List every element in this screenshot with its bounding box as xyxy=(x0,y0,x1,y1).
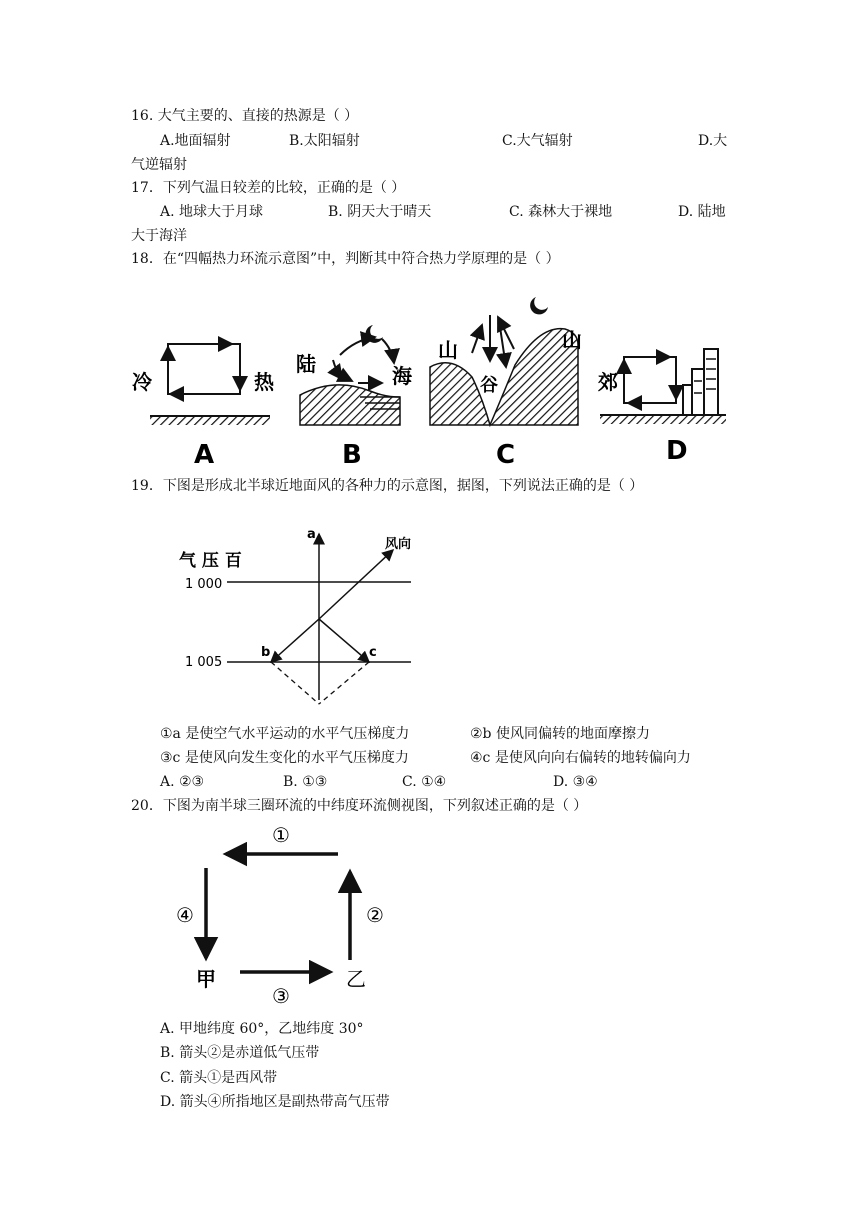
q20-option-b: B. 箭头②是赤道低气压带 xyxy=(160,1045,320,1061)
label-land: 陆 xyxy=(296,352,316,376)
q16-option-d-cont: 气逆辐射 xyxy=(131,157,187,173)
panel-b xyxy=(296,325,413,470)
q19-option-a: A. ②③ xyxy=(160,774,205,790)
force-label-b: b xyxy=(261,645,271,660)
q17-option-d: D. 陆地 xyxy=(678,204,726,220)
isobar-1000-label: 1 000 xyxy=(185,577,223,592)
q19-option-d: D. ③④ xyxy=(553,774,598,790)
q19-option-b: B. ①③ xyxy=(283,774,328,790)
q16-option-b: B.太阳辐射 xyxy=(289,133,360,149)
arrow-label-3: ③ xyxy=(272,984,290,1008)
q17-stem: 17．下列气温日较差的比较，正确的是（ ） xyxy=(131,180,406,196)
label-mountain-left: 山 xyxy=(438,338,458,362)
arrow-label-2: ② xyxy=(366,903,384,927)
q16-option-c: C.大气辐射 xyxy=(502,133,573,149)
arrow-label-1: ① xyxy=(272,823,290,847)
point-yi: 乙 xyxy=(346,967,366,991)
circulation-figure xyxy=(170,820,410,1010)
q16-option-d: D.大 xyxy=(698,133,728,149)
label-panel-c: C xyxy=(496,440,516,470)
panel-c xyxy=(430,297,582,470)
q17-option-a: A. 地球大于月球 xyxy=(160,204,264,220)
q16-option-a: A.地面辐射 xyxy=(160,133,231,149)
isobar-1005-label: 1 005 xyxy=(185,655,223,670)
q17-option-b: B. 阴天大于晴天 xyxy=(328,204,432,220)
q19-statement-3: ③c 是使风向发生变化的水平气压梯度力 xyxy=(160,750,409,766)
arrow-label-4: ④ xyxy=(176,903,194,927)
q19-statement-1: ①a 是使空气水平运动的水平气压梯度力 xyxy=(160,726,410,742)
label-mountain-right: 山 xyxy=(562,328,582,352)
q20-option-d: D. 箭头④所指地区是副热带高气压带 xyxy=(160,1094,390,1110)
panel-d xyxy=(598,349,726,466)
label-hot: 热 xyxy=(254,370,274,394)
q20-option-a: A. 甲地纬度 60°，乙地纬度 30° xyxy=(160,1021,364,1037)
panel-a xyxy=(132,344,275,470)
wind-forces-figure xyxy=(175,522,425,712)
thermal-circulation-figure xyxy=(130,285,730,470)
wind-direction-label: 风向 xyxy=(385,537,412,552)
force-label-c: c xyxy=(369,645,377,660)
label-panel-d: D xyxy=(666,436,688,466)
q17-option-c: C. 森林大于裸地 xyxy=(509,204,613,220)
q19-stem: 19．下图是形成北半球近地面风的各种力的示意图，据图，下列说法正确的是（ ） xyxy=(131,478,644,494)
pressure-header: 气 压 百 xyxy=(179,551,242,571)
label-cold: 冷 xyxy=(132,370,152,394)
q19-option-c: C. ①④ xyxy=(402,774,447,790)
label-sea: 海 xyxy=(392,364,412,388)
q17-option-d-cont: 大于海洋 xyxy=(131,228,187,244)
q19-statement-4: ④c 是使风向向右偏转的地转偏向力 xyxy=(470,750,691,766)
force-label-a: a xyxy=(307,527,316,542)
q20-option-c: C. 箭头①是西风带 xyxy=(160,1070,278,1086)
label-valley: 谷 xyxy=(480,375,498,396)
q19-statement-2: ②b 使风同偏转的地面摩擦力 xyxy=(470,726,650,742)
label-suburb: 郊 xyxy=(598,370,618,394)
point-jia: 甲 xyxy=(196,967,216,991)
q18-stem: 18．在“四幅热力环流示意图”中，判断其中符合热力学原理的是（ ） xyxy=(131,251,560,267)
q20-stem: 20．下图为南半球三圈环流的中纬度环流侧视图，下列叙述正确的是（ ） xyxy=(131,798,588,814)
label-panel-a: A xyxy=(194,440,215,470)
q16-stem: 16. 大气主要的、直接的热源是（ ） xyxy=(131,108,359,124)
label-panel-b: B xyxy=(342,440,362,470)
